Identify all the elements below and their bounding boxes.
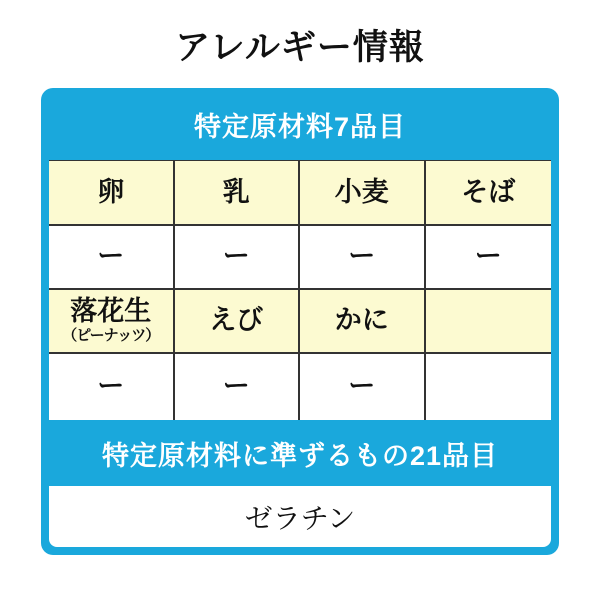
status-dash: ー	[222, 241, 250, 272]
allergen-name-cell-wheat	[300, 161, 426, 226]
allergen-status-cell-peanut	[49, 354, 175, 420]
allergen-label: かに	[334, 305, 389, 336]
allergen-name-cell-empty	[426, 290, 552, 354]
allergen-sublabel: （ピーナッツ）	[62, 327, 160, 345]
allergen-status-cell-empty	[426, 354, 552, 420]
allergen-status-cell-shrimp	[175, 354, 301, 420]
status-dash: ー	[474, 241, 502, 272]
allergen-name-cell-egg	[49, 161, 175, 226]
allergen-label: 卵	[97, 176, 125, 207]
allergen-name-cell-milk	[175, 161, 301, 226]
allergen-name-cell-buckwheat	[426, 161, 552, 226]
allergen-name-cell-shrimp	[175, 290, 301, 354]
allergen-name-cell-crab	[300, 290, 426, 354]
allergen-status-cell-buckwheat	[426, 226, 552, 290]
status-dash: ー	[348, 371, 376, 402]
allergy-info-card	[41, 88, 559, 555]
status-dash: ー	[97, 371, 125, 402]
allergen-status-cell-crab	[300, 354, 426, 420]
allergen-label: 落花生	[70, 296, 152, 327]
allergen-grid	[49, 160, 551, 420]
page-title: アレルギー情報	[175, 28, 425, 67]
allergen-status-cell-milk	[175, 226, 301, 290]
allergen-label: 乳	[222, 176, 250, 207]
status-dash: ー	[348, 241, 376, 272]
section-header-specified-7-items: 特定原材料7品目	[193, 111, 407, 142]
allergen-status-cell-egg	[49, 226, 175, 290]
allergen-cell-gelatin: ゼラチン	[49, 486, 551, 547]
status-dash: ー	[97, 241, 125, 272]
section-header-quasi-specified-21-items: 特定原材料に準ずるもの21品目	[101, 440, 499, 471]
allergen-label: えび	[209, 305, 264, 336]
allergen-label: そば	[461, 176, 516, 207]
allergen-status-cell-wheat	[300, 226, 426, 290]
allergen-name-cell-peanut	[49, 290, 175, 354]
status-dash: ー	[222, 371, 250, 402]
allergen-label: 小麦	[334, 176, 389, 207]
